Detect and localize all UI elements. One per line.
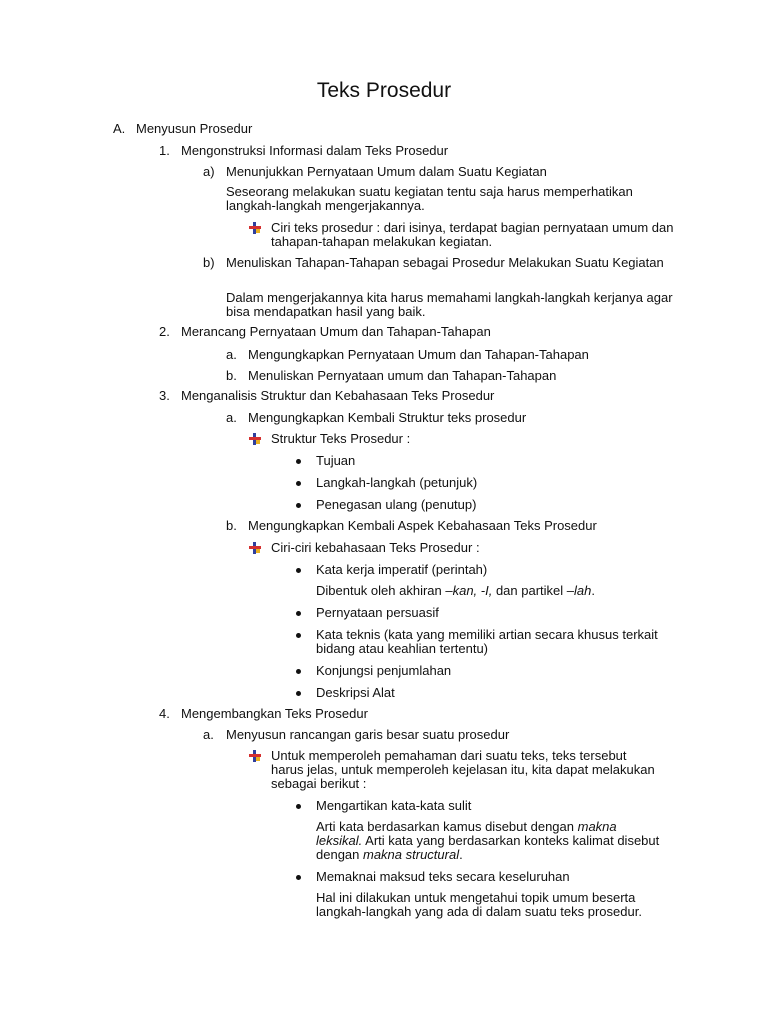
page-title: Teks Prosedur — [316, 79, 452, 102]
subitem-heading: Mengungkapkan Kembali Struktur teks prosedur — [248, 410, 527, 425]
bullet-note: Dibentuk oleh akhiran –kan, -I, dan partikel –lah. — [316, 583, 595, 598]
flag-bullet-icon — [249, 222, 261, 234]
bullet-text: Langkah-langkah (petunjuk) — [316, 475, 478, 490]
bullet-text: Deskripsi Alat — [316, 685, 395, 700]
paragraph: Dalam mengerjakannya kita harus memahami langkah-langkah kerjanya agar bisa mendapatkan hasil yang baik. — [226, 290, 673, 319]
bullet-icon — [296, 875, 301, 880]
flag-bullet-icon — [249, 542, 261, 554]
paragraph: Seseorang melakukan suatu kegiatan tentu saja harus memperhatikan langkah-langkah mengerjakannya. — [226, 184, 633, 213]
subitem-marker: b) — [203, 255, 215, 270]
bullet-icon — [296, 568, 301, 573]
bullet-note: Arti kata berdasarkan kamus disebut dengan makna leksikal. Arti kata yang berdasarkan konteks kalimat disebut dengan makna structural. — [316, 819, 660, 862]
bullet-icon — [296, 691, 301, 696]
subitem-marker: b. — [226, 518, 237, 533]
flag-bullet-icon — [249, 433, 261, 445]
subitem-heading: Menyusun rancangan garis besar suatu prosedur — [226, 727, 510, 742]
bullet-text: Penegasan ulang (penutup) — [316, 497, 477, 512]
subitem-marker: a. — [226, 347, 237, 362]
section-heading: Menyusun Prosedur — [136, 121, 253, 136]
bullet-icon — [296, 481, 301, 486]
subitem-heading: Menuliskan Tahapan-Tahapan sebagai Prosedur Melakukan Suatu Kegiatan — [226, 255, 664, 270]
flag-text: Ciri-ciri kebahasaan Teks Prosedur : — [271, 540, 480, 555]
item-number: 3. — [159, 388, 170, 403]
bullet-text: Memaknai maksud teks secara keseluruhan — [316, 869, 570, 884]
flag-text: Untuk memperoleh pemahaman dari suatu teks, teks tersebut harus jelas, untuk memperoleh kejelasan itu, kita dapat melakukan sebagai berikut : — [271, 748, 655, 791]
item-heading: Merancang Pernyataan Umum dan Tahapan-Tahapan — [181, 324, 491, 339]
bullet-text: Kata teknis (kata yang memiliki artian secara khusus terkait bidang atau keahlian tertentu) — [316, 627, 658, 656]
bullet-text: Kata kerja imperatif (perintah) — [316, 562, 488, 577]
bullet-text: Tujuan — [316, 453, 356, 468]
item-number: 1. — [159, 143, 170, 158]
flag-bullet-icon — [249, 750, 261, 762]
item-heading: Mengembangkan Teks Prosedur — [181, 706, 368, 721]
bullet-icon — [296, 459, 301, 464]
item-heading: Mengonstruksi Informasi dalam Teks Prosedur — [181, 143, 449, 158]
flag-text: Struktur Teks Prosedur : — [271, 431, 411, 446]
bullet-text: Pernyataan persuasif — [316, 605, 439, 620]
bullet-icon — [296, 669, 301, 674]
subitem-marker: a. — [203, 727, 214, 742]
bullet-text: Mengartikan kata-kata sulit — [316, 798, 472, 813]
bullet-icon — [296, 503, 301, 508]
section-marker: A. — [113, 121, 126, 136]
item-number: 4. — [159, 706, 170, 721]
subitem-heading: Menunjukkan Pernyataan Umum dalam Suatu Kegiatan — [226, 164, 547, 179]
item-heading: Menganalisis Struktur dan Kebahasaan Teks Prosedur — [181, 388, 495, 403]
item-number: 2. — [159, 324, 170, 339]
subitem-heading: Mengungkapkan Kembali Aspek Kebahasaan Teks Prosedur — [248, 518, 597, 533]
flag-text: Ciri teks prosedur : dari isinya, terdapat bagian pernyataan umum dan tahapan-tahapan melakukan kegiatan. — [271, 220, 674, 249]
subitem-marker: a. — [226, 410, 237, 425]
subitem-marker: a) — [203, 164, 215, 179]
subitem-heading: Menuliskan Pernyataan umum dan Tahapan-Tahapan — [248, 368, 557, 383]
bullet-note: Hal ini dilakukan untuk mengetahui topik umum beserta langkah-langkah yang ada di dalam suatu teks prosedur. — [316, 890, 642, 919]
bullet-text: Konjungsi penjumlahan — [316, 663, 452, 678]
subitem-heading: Mengungkapkan Pernyataan Umum dan Tahapan-Tahapan — [248, 347, 589, 362]
bullet-icon — [296, 633, 301, 638]
bullet-icon — [296, 804, 301, 809]
subitem-marker: b. — [226, 368, 237, 383]
bullet-icon — [296, 611, 301, 616]
